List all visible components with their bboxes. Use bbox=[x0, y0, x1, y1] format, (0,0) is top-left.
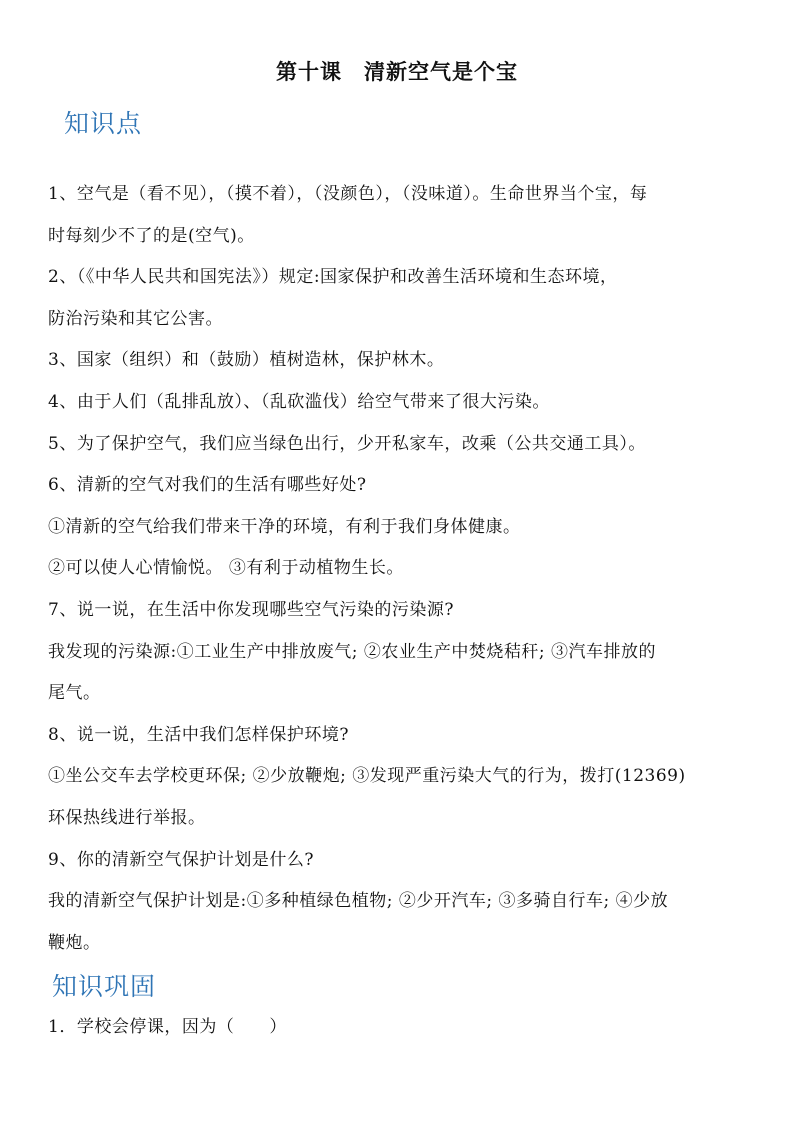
text-line: ②可以使人心情愉悦。 ③有利于动植物生长。 bbox=[48, 558, 404, 578]
text-line: ①坐公交车去学校更环保; ②少放鞭炮; ③发现严重污染大气的行为，拨打(12369) bbox=[48, 766, 686, 786]
section-heading-knowledge-consolidation: 知识巩固 bbox=[52, 972, 157, 1001]
text-line: 5、为了保护空气，我们应当绿色出行，少开私家车，改乘（公共交通工具）。 bbox=[48, 434, 646, 454]
text-line: 时每刻少不了的是(空气)。 bbox=[48, 226, 255, 246]
text-line: 尾气。 bbox=[48, 683, 101, 703]
text-line: 9、你的清新空气保护计划是什么? bbox=[48, 850, 314, 870]
text-line: 8、说一说，生活中我们怎样保护环境? bbox=[48, 725, 349, 745]
text-line: 我发现的污染源:①工业生产中排放废气; ②农业生产中焚烧秸秆; ③汽车排放的 bbox=[48, 642, 656, 662]
section-heading-knowledge-points: 知识点 bbox=[64, 109, 143, 138]
page-title: 第十课 清新空气是个宝 bbox=[276, 60, 518, 84]
text-line: 6、清新的空气对我们的生活有哪些好处? bbox=[48, 475, 367, 495]
exercise-question: 1．学校会停课，因为（ ） bbox=[48, 1017, 287, 1037]
text-line: 环保热线进行举报。 bbox=[48, 808, 206, 828]
text-line: 鞭炮。 bbox=[48, 933, 101, 953]
text-line: 3、国家（组织）和（鼓励）植树造林，保护林木。 bbox=[48, 350, 445, 370]
text-line: ①清新的空气给我们带来干净的环境，有利于我们身体健康。 bbox=[48, 517, 521, 537]
text-line: 4、由于人们（乱排乱放）、（乱砍滥伐）给空气带来了很大污染。 bbox=[48, 392, 550, 412]
text-line: 1、空气是（看不见），（摸不着），（没颜色），（没味道）。生命世界当个宝，每 bbox=[48, 184, 648, 204]
text-line: 我的清新空气保护计划是:①多种植绿色植物; ②少开汽车; ③多骑自行车; ④少放 bbox=[48, 891, 669, 911]
text-line: 2、（《中华人民共和国宪法》）规定:国家保护和改善生活环境和生态环境， bbox=[48, 267, 618, 287]
text-line: 7、说一说，在生活中你发现哪些空气污染的污染源? bbox=[48, 600, 454, 620]
text-line: 防治污染和其它公害。 bbox=[48, 309, 223, 329]
